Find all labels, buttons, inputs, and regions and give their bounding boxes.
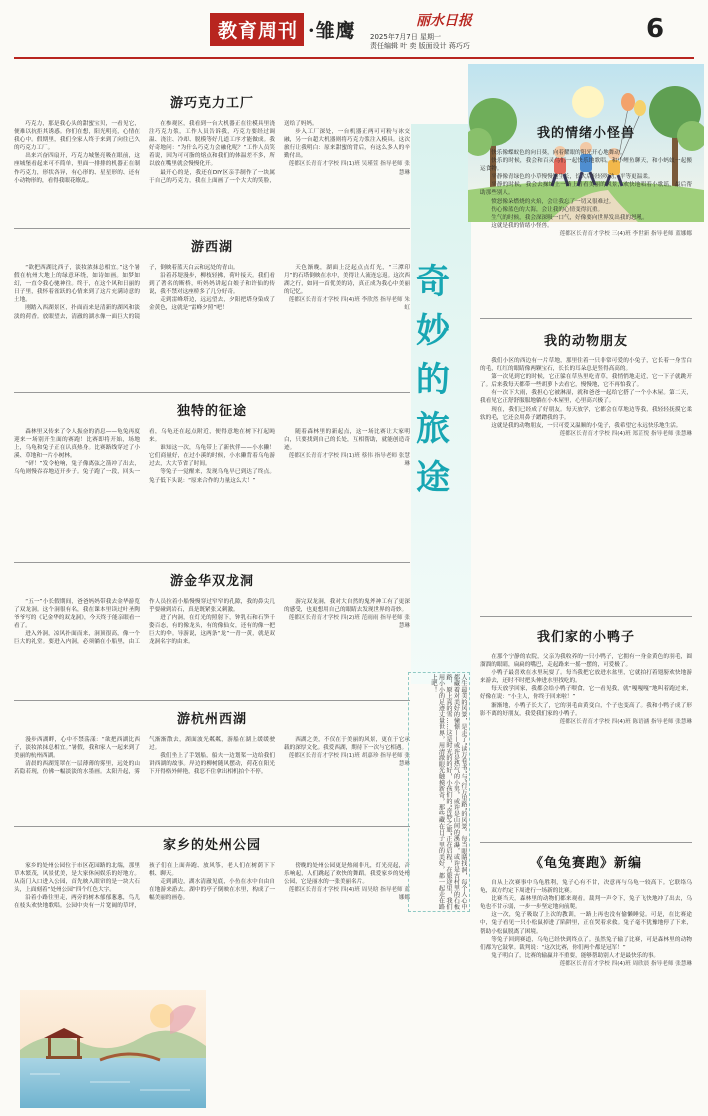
article-guitu <box>480 852 692 1115</box>
paragraph: 等兔子一觉醒来，发现乌龟早已到达了终点。兔子低下头说：“原来合作的力量这么大！” <box>149 469 275 484</box>
section-title-red: 教育周刊 <box>210 13 304 46</box>
article-body <box>14 428 410 573</box>
byline: 莲都区长青育才学校 四(4)班 郑芷悦 指导老师 张慧琳 <box>559 430 692 437</box>
byline: 莲都区长青育才学校 四(1)班 胡嘉珍 指导老师 张慧琳 <box>288 753 410 768</box>
paragraph: 等兔子回到赛道，乌龟已经快到终点了。虽然兔子输了比赛，可是森林里的动物们都为它鼓掌。裁判说：“这次比赛，你们两个都是冠军！” <box>480 936 692 951</box>
byline: 莲都区长青育才学校 四(1)班 蔡伟 指导老师 张慧琳 <box>288 453 410 468</box>
paragraph: 快乐像蝶蚁色的向日葵，向着耀眼的阳光开心地舞动。 <box>491 150 626 156</box>
paragraph: 第一次见到它的时候，它正躲在草丛里吃青草，我悄悄地走近，它一下子就跳开了。后来我每天都带一些胡萝卜去看它，慢慢地，它不再怕我了。 <box>480 374 692 389</box>
paragraph: 这一次，兔子吸取了上次的教训，一路上再也没有偷懒睡觉。可是，在比赛途中，兔子看见一只小松鼠掉进了陷阱里，正在哭着求救。兔子毫不犹豫地停了下来，帮助小松鼠脱离了困境。 <box>480 912 692 935</box>
paragraph: 在参观区，我看到一台大机器正在往模具里浇注巧克力浆，工作人员告诉我，巧克力要经过调温、浇注、冷却、脱模等好几道工序才能做成。我好奇地问：“为什么巧克力会融化呢？”工作人员笑着说，因为可可脂的熔点和我们的体温差不多，所以放在嘴里就会慢慢化开。 <box>149 121 275 168</box>
article-title: 游杭州西湖 <box>176 712 247 727</box>
divider <box>14 562 410 563</box>
theme-title <box>413 258 453 503</box>
theme-title-char: 旅 <box>416 409 450 449</box>
article-body <box>14 736 410 832</box>
divider <box>480 616 692 617</box>
article-body <box>14 598 410 710</box>
paragraph: “砰！”发令枪响，兔子像离弦之箭冲了出去，乌龟则慢吞吞地迈开步子。兔子跑了一段，回头一看，乌龟还在起点附近，便得意地在树下打起盹来。 <box>14 429 275 476</box>
paragraph: 有一次下大雨，我担心它被淋湿，就和爸爸一起给它搭了一个小木屋。第二天，我看见它正舒舒服服地躺在小木屋里，心里高兴极了。 <box>480 390 692 405</box>
article-title: 家乡的处州公园 <box>162 838 261 853</box>
byline: 莲都区长青育才学校 四(4)班 陈语涵 指导老师 张慧琳 <box>559 718 692 725</box>
article-title: 独特的征途 <box>176 404 247 419</box>
article-chuzhou <box>14 834 410 998</box>
byline: 莲都区长青育才学校 四(1)班 吴瑾萱 指导老师 张慧琳 <box>288 161 410 176</box>
issue-date: 2025年7月7日 星期一 <box>370 33 441 41</box>
paragraph: 西湖之美，不仅在于美丽的风景，更在于它承载的深厚文化。我爱西湖，期待下一次与它相遇。 <box>284 737 410 752</box>
divider <box>14 392 410 393</box>
article-body <box>14 862 410 998</box>
paragraph: 游完双龙洞，我对大自然的鬼斧神工有了更深的感受，也更想用自己的眼睛去发现世界的奇妙。 <box>284 599 410 614</box>
article-body <box>14 120 410 240</box>
paragraph: 沿着苏堤漫步，柳枝轻拂，荷叶接天。我们看到了著名的断桥，听妈妈讲起白娘子和许仙的传说，我不禁对这座桥多了几分好奇。 <box>149 273 275 296</box>
theme-title-char: 的 <box>416 360 450 400</box>
article-title: 游巧克力工厂 <box>169 96 254 111</box>
masthead <box>0 0 708 56</box>
theme-title-char: 奇 <box>416 262 450 302</box>
editor-credits: 责任编辑 叶 奕 版面设计 蒋巧巧 <box>370 42 470 50</box>
paragraph: 出来兴奋四扇开，巧克力城堡亮吸在眼前，这座城堡看起来可不简单，里面一排排的机器正在制作巧克力，形状各异，有心形的、星星形的、还有小动物形的，看得我眼花缭乱。 <box>14 153 140 184</box>
divider <box>14 826 410 827</box>
theme-title-char: 途 <box>416 458 450 498</box>
paragraph: 森林里又传来了令人振奋的消息——龟兔再度迎来一场别开生面的赛跑！比赛即将开始，场地上，乌龟和兔子正在认真热身。比赛路线穿过了小溪、草地和一片小树林。 <box>14 429 140 460</box>
article-body <box>480 149 692 317</box>
article-xiaoguaishou <box>480 122 692 317</box>
paragraph: 平静的时候，我会去操场上一路上看看美丽的风景，欢快地唱着小歌谣，最后帮助那些别人。 <box>480 182 692 197</box>
paragraph: 随着森林里的新起点，这一场比赛让大家明白，只要找到自己的长处，互相帮助，就能创造奇迹。 <box>284 429 410 452</box>
article-title: 《龟兔赛跑》新编 <box>529 856 642 871</box>
paragraph: 平静像青绿色的小草慢慢地生长，长大后轻轻吹动，平等更温柔。 <box>491 174 654 181</box>
paragraph: 刚踏入西湖景区，扑面而来是清新的湖风和淡淡的荷香。放眼望去，清澈的湖水像一面巨大的镜子，倒映着蓝天白云和远处的青山。 <box>14 265 239 320</box>
paragraph: 自从上次赛事中乌龟胜利，兔子心有不甘，决意再与乌龟一较高下。它联络乌龟，双方约定下周进行一场新的比赛。 <box>480 880 692 895</box>
paragraph: 我们坐上了手划船，船夫一边划桨一边给我们讲西湖的故事。岸边的柳树随风摆动，荷花在阳光下开得格外鲜艳，我忍不住拿出相机拍个不停。 <box>149 753 275 776</box>
article-title: 我的情绪小怪兽 <box>536 126 635 141</box>
paragraph: 傍晚的处州公园更是热闹非凡，灯光亮起，音乐响起，人们跳起了欢快的舞蹈。我爱家乡的处州公园，它是丽水的一张美丽名片。 <box>284 863 410 886</box>
lake-pavilion-illustration <box>20 990 206 1108</box>
paragraph: 最开心的是，我还在DIY区亲手制作了一块属于自己的巧克力，我在上面画了一个大大的笑脸，送给了妈妈。 <box>149 121 318 184</box>
article-title: 游西湖 <box>190 240 233 255</box>
article-jinhua <box>14 570 410 710</box>
divider <box>14 228 410 229</box>
masthead-rule <box>14 57 694 59</box>
byline: 莲都区长青育才学校 三(4)班 李世新 指导老师 蓝娜娜 <box>559 230 692 237</box>
paragraph: 每天放学回家，我都会给小鸭子喂食，它一看见我，就“嘎嘎嘎”地叫着跑过来，好像在说：“小主人，你终于回来啦！” <box>480 686 692 701</box>
article-title: 我的动物朋友 <box>543 334 628 349</box>
paragraph: 比赛当天，森林里的动物们都来观看。裁判一声令下，兔子飞快地冲了出去，乌龟也不甘示弱，一步一步坚定地向前爬。 <box>480 896 692 911</box>
divider <box>480 318 692 319</box>
paragraph: 走到湖边，湖水清澈见底，小鱼在水中自由自在地游来游去。湖中的亭子倒映在水里，构成了一幅美丽的画卷。 <box>149 879 275 902</box>
article-title: 游金华双龙洞 <box>169 574 254 589</box>
article-body <box>480 653 692 839</box>
paragraph: 这就是我的动物朋友，一只可爱又温顺的小兔子，我希望它永远快乐地生活。 <box>491 422 682 429</box>
byline: 莲都区长青育才学校 四(4)班 李欣然 指导老师 朱 虹 <box>288 297 410 312</box>
byline: 莲都区长青育才学校 四(4)班 周昊晗 指导老师 蓝娜娜 <box>288 887 410 902</box>
paragraph: 快乐的时候，我会和百灵鸟们一起快乐地歌唱，和小鲤鱼聊天，和小蚂蚁一起搬运食物。 <box>480 158 692 173</box>
paragraph: 天色渐晚，湖面上泛起点点灯光，“三潭印月”的石塔倒映在水中，美得让人流连忘返。这次西湖之行，如同一首优美的诗，真正成为我心中美丽的记忆。 <box>284 265 410 296</box>
theme-title-char: 妙 <box>416 311 450 351</box>
paragraph: 我们小区的西边有一片草地，那里住着一只非常可爱的小兔子，它长着一身雪白的毛，红红的眼睛像两颗宝石，长长的耳朵总是竖得高高的。 <box>480 358 692 373</box>
paragraph: 清晨的西湖笼罩在一层薄薄的雾里，远处的山若隐若现，仿佛一幅淡淡的水墨画。太阳升起，雾气渐渐散去，湖面波光粼粼，游船在湖上缓缓驶过。 <box>14 737 275 776</box>
divider <box>14 700 410 701</box>
paragraph: 进了内洞，在灯光的照射下，钟乳石和石笋千姿百态，有的像龙头，有的像仙女，还有的像一把巨大的伞。导游说，这两条“龙”一青一黄，就是双龙洞名字的由来。 <box>149 615 275 646</box>
paragraph: 家乡的处州公园位于市区花园路的北端，那里草木繁茂，风景优美，是大家休闲娱乐的好地方。从南门入口进入公园，首先映入眼帘的是一块大石头，上面刻着“处州公园”四个红色大字。 <box>14 863 140 894</box>
paragraph: “五一”小长假期间，爸爸妈妈带我去金华游览了双龙洞。这个洞很有名，我在课本里读过叶圣陶爷爷写的《记金华的双龙洞》，今天终于能亲眼看一看了。 <box>14 599 140 630</box>
paragraph: 漫步西湖畔，心中不禁荡漾：“欲把西湖比西子，淡妆浓抹总相宜。”暑假，我和家人一起来到了美丽的杭州西湖。 <box>14 737 140 760</box>
paragraph: 现在，我们已经成了好朋友。每天放学，它都会在草地边等我，我轻轻抚摸它柔软的毛，它还会用鼻子蹭蹭我的手。 <box>480 406 692 421</box>
article-xihu <box>14 236 410 404</box>
divider <box>480 842 692 843</box>
paragraph: 伤心像蓝色的大海，会让我的心情变得沉重。 <box>491 206 604 213</box>
article-body <box>480 879 692 1115</box>
article-dongwu <box>480 330 692 619</box>
article-title: 我们家的小鸭子 <box>536 630 635 645</box>
section-title <box>210 14 356 44</box>
paragraph: 渐渐地，小鸭子长大了，它的羽毛由黄变白，个子也变高了。我和小鸭子成了形影不离的好朋友，我爱我们家的小鸭子。 <box>480 702 692 717</box>
paragraph: 巧克力，那是我心头的甜蜜宝贝，一看见它，便难以抗拒其诱惑。你们在想，阳光明亮，心情在我心中。假期里，我们全家人终于来到了向往已久的巧克力工厂。 <box>14 121 140 152</box>
article-qiaokeli <box>14 92 410 240</box>
paragraph: 在那个宁静的农院，父亲为我收养的一只小鸭子，它拥有一身金黄色的羽毛，圆溜溜的眼睛，扁扁的嘴巴，走起路来一摇一摆的，可爱极了。 <box>480 654 692 669</box>
paragraph: 这就是我的情绪小怪兽。 <box>491 222 553 229</box>
article-body <box>480 357 692 619</box>
byline: 莲都区长青育才学校 四(4)班 周欣晨 指导老师 张慧琳 <box>559 960 692 967</box>
paragraph: 愤怒像朵燃烧的火焰，会让我忘了一切又很难过。 <box>491 198 615 205</box>
paragraph: 进入外洞，凉风扑面而来，洞顶很高，像一个巨大的礼堂。要进入内洞，必须躺在小船里，由工作人员拉着小船慢慢穿过窄窄的孔隙，我的鼻尖几乎要碰到岩石，真是既紧张又刺激。 <box>14 599 275 646</box>
article-duteng <box>14 400 410 573</box>
paragraph: “欲把西湖比西子，淡妆浓抹总相宜。”这个暑假在杭州大地上的绿意环绕，如诗如画。如梦如幻，一直令我心驰神往。终于，在这个风和日丽的日子里，我怀着雀跃的心情来到了这片充满诗意的土地。 <box>14 265 140 304</box>
article-body <box>14 264 410 404</box>
article-hangzhou <box>14 708 410 832</box>
newspaper-logo: 丽水日报 <box>416 13 472 29</box>
paragraph: 小鸭子最喜欢在水里玩耍了。每当我把它放进水盆里，它就拍打着翅膀欢快地游来游去，还时不时把头伸进水里找吃的。 <box>480 670 692 685</box>
paragraph: 走到雷峰塔边，远远望去，夕阳把塔身染成了金黄色，这就是“雷峰夕照”吧！ <box>149 297 275 312</box>
page-number: 6 <box>646 14 665 44</box>
paragraph: 生气的时候，我会深深吸一口气，好像要向世界发出我的怒吼。 <box>491 214 648 221</box>
byline: 莲都区长青育才学校 四(2)班 范雨雨 指导老师 张慧琳 <box>288 615 410 630</box>
paragraph: 沿着小路往里走，两旁的树木郁郁葱葱，鸟儿在枝头欢快地歌唱。公园中央有一片宽阔的草坪，孩子们在上面奔跑、放风筝，老人们在树荫下下棋、聊天。 <box>14 863 275 910</box>
article-xiaoyazi <box>480 626 692 839</box>
paragraph: 兔子明白了，比赛的输赢并不重要，能够帮助别人才是最快乐的事。 <box>491 952 660 959</box>
paragraph: 谁知这一次，乌龟带上了新伙伴——小水獭！它们商量好，在过小溪的时候，小水獭背着乌龟游过去，大大节省了时间。 <box>149 445 275 468</box>
theme-poem: 人生最美的风景，是走了“读万卷书”与“行万里路”的风景。每当眼睛找洞，每个人心中都藏着对美好的憧憬——或许是热气的小男，或许是山间的溪瀑，或许是古村里的石板路，原上真的雪……这是时光的的好，小孩们的“奇妙之旅”正在启程，在旅途里，我们用小小的足迹丈量世界，用清澈眼光触摸新奇，那些藏在日子里的美好，都一起走在路上吧！ <box>430 674 467 910</box>
section-title-sub: ·雏鹰 <box>308 19 356 42</box>
paragraph: 步入工厂深处，一台机器正两可可粉与冰交融，另一台超大机器则将巧克力浆注入模具。这次旅行让我明白：原来甜蜜的背后，有这么多人的辛勤付出。 <box>284 129 410 160</box>
